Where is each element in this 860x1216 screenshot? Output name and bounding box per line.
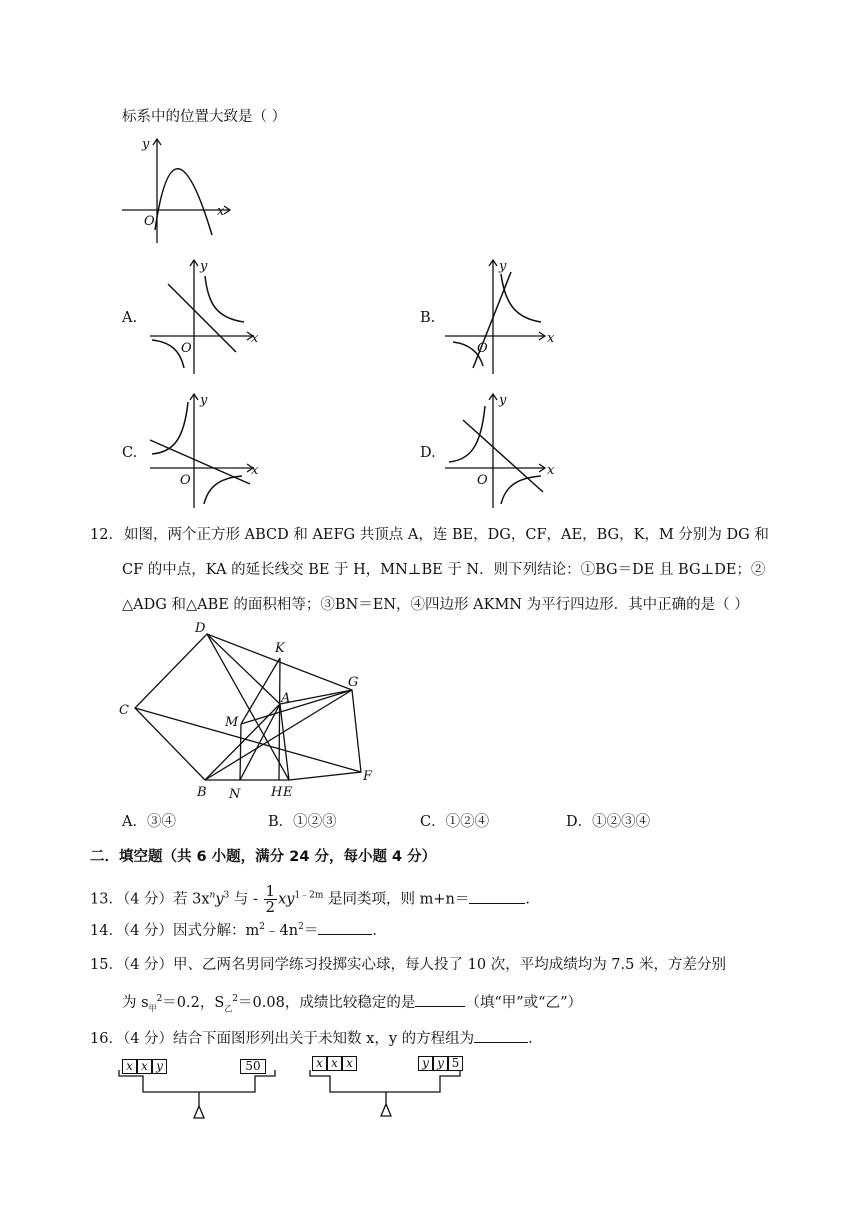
q11-option-b-graph xyxy=(443,258,561,376)
scale2-right-box: y xyxy=(433,1056,448,1071)
q13-var-xy: xy xyxy=(278,891,295,908)
q15-sub-jia: 甲 xyxy=(148,1003,157,1013)
q16-prompt: 16．（4 分）结合下面图形列出关于未知数 x，y 的方程组为 xyxy=(90,1031,475,1047)
q13-exp-n: n xyxy=(209,890,216,901)
q11-option-d-graph xyxy=(443,392,561,510)
axis-x-label: x xyxy=(217,204,225,219)
point-k-label: K xyxy=(275,641,285,656)
scale1-beam xyxy=(115,1060,285,1120)
point-n-label: N xyxy=(229,787,241,802)
point-e-label: E xyxy=(283,785,293,800)
scale2-left-box: x xyxy=(327,1056,342,1071)
axis-x-label: x xyxy=(547,331,555,346)
scale2-left-box: x xyxy=(312,1056,327,1071)
q13-var-y: y xyxy=(215,891,224,908)
point-m-label: M xyxy=(225,715,239,730)
q16-end: ． xyxy=(528,1031,543,1047)
q14-prefix: 14．（4 分）因式分解：m xyxy=(90,923,260,939)
q14-answer-blank[interactable] xyxy=(318,922,372,935)
q14-text xyxy=(90,922,387,939)
q11-option-a-graph xyxy=(148,258,263,376)
q15-sub-yi: 乙 xyxy=(224,1003,233,1013)
point-g-label: G xyxy=(348,675,359,690)
option-text: ①②④ xyxy=(445,814,490,830)
scale2-right-box: 5 xyxy=(448,1056,463,1071)
axis-y-label: y xyxy=(142,137,150,152)
fraction-denominator: 2 xyxy=(265,898,276,916)
q13-answer-blank[interactable] xyxy=(469,891,525,904)
q15-part-a: 为 s xyxy=(122,995,149,1011)
option-letter: D． xyxy=(566,814,593,830)
q15-line-1: 15．（4 分）甲、乙两名男同学练习投掷实心球，每人投了 10 次，平均成绩均为 7.5 米，方差分别 xyxy=(90,957,726,973)
q13-suffix: 是同类项，则 m+n＝ xyxy=(323,891,470,908)
q14-mid: ﹣4n xyxy=(265,923,299,939)
q12-option-b[interactable] xyxy=(268,810,337,831)
q15-answer-blank[interactable] xyxy=(415,994,465,1007)
axis-x-label: x xyxy=(547,463,555,478)
section-2-heading: 二．填空题（共 6 小题，满分 24 分，每小题 4 分） xyxy=(90,849,437,865)
option-letter: A． xyxy=(122,814,147,830)
origin-label: O xyxy=(144,214,155,229)
point-b-label: B xyxy=(197,785,207,800)
axis-y-label: y xyxy=(200,393,208,408)
q16-answer-blank[interactable] xyxy=(474,1030,528,1043)
q13-mid: 与 - xyxy=(229,891,263,908)
option-text: ①②③ xyxy=(293,814,337,830)
scale2-beam xyxy=(306,1058,476,1118)
axis-y-label: y xyxy=(499,259,507,274)
q15-sup-2: 2 xyxy=(232,994,239,1005)
q11-option-d-label[interactable]: D. xyxy=(420,445,436,461)
scale1-left-box: y xyxy=(152,1059,167,1074)
q14-exp-1: 2 xyxy=(259,922,266,933)
point-h-label: H xyxy=(271,785,283,800)
point-a-label: A xyxy=(281,691,291,706)
axis-x-label: x xyxy=(251,331,259,346)
q16-text xyxy=(90,1030,543,1047)
q15-line-2 xyxy=(122,994,582,1013)
q13-prefix: 13．（4 分）若 3x xyxy=(90,891,210,908)
point-f-label: F xyxy=(363,769,373,784)
q11-option-b-label[interactable]: B. xyxy=(420,310,436,326)
q12-option-a[interactable] xyxy=(122,810,176,831)
scale1-left-box: x xyxy=(137,1059,152,1074)
q12-geometry-figure xyxy=(115,622,385,802)
q13-exp-expr: 1﹣2m xyxy=(294,890,324,901)
origin-label: O xyxy=(477,473,488,488)
q13-fraction xyxy=(264,884,278,915)
origin-label: O xyxy=(477,341,488,356)
q14-end: ． xyxy=(372,923,387,939)
q12-line-2: CF 的中点，KA 的延长线交 BE 于 H，MN⊥BE 于 N．则下列结论：①BG＝DE 且 BG⊥DE；② xyxy=(122,562,766,578)
q13-end: ． xyxy=(525,891,540,908)
option-letter: B． xyxy=(268,814,294,830)
q11-parabola-graph xyxy=(120,135,240,245)
scale2-right-box: y xyxy=(418,1056,433,1071)
q11-option-a-label[interactable]: A. xyxy=(122,310,138,326)
q15-sup-1: 2 xyxy=(156,994,163,1005)
q14-exp-2: 2 xyxy=(298,922,304,933)
q11-tail-text: 标系中的位置大致是（ ） xyxy=(122,109,287,125)
q12-line-1: 如图，两个正方形 ABCD 和 AEFG 共顶点 A，连 BE，DG，CF，AE，BG，K，M 分别为 DG 和 xyxy=(124,527,769,543)
option-letter: C． xyxy=(420,814,446,830)
q11-option-c-graph xyxy=(148,392,263,510)
axis-y-label: y xyxy=(499,393,507,408)
scale1-right-box: 50 xyxy=(240,1059,266,1074)
point-d-label: D xyxy=(195,621,206,636)
q13-exp-3: 3 xyxy=(223,890,230,901)
option-text: ①②③④ xyxy=(592,814,651,830)
point-c-label: C xyxy=(119,703,129,718)
q12-number: 12． xyxy=(90,527,123,543)
q14-suffix: ＝ xyxy=(303,923,319,939)
scale2-left-box: x xyxy=(342,1056,357,1071)
q15-part-d: （填“甲”或“乙”） xyxy=(465,995,582,1011)
origin-label: O xyxy=(180,473,191,488)
q13-text xyxy=(90,884,540,915)
q12-option-d[interactable] xyxy=(566,810,650,831)
q12-line-3: △ADG 和△ABE 的面积相等；③BN＝EN，④四边形 AKMN 为平行四边形．其中正确的是（ ） xyxy=(122,597,749,613)
fraction-numerator: 1 xyxy=(265,882,276,900)
q11-option-c-label[interactable]: C. xyxy=(122,445,138,461)
q12-option-c[interactable] xyxy=(420,810,489,831)
option-text: ③④ xyxy=(146,814,176,830)
scale1-left-box: x xyxy=(122,1059,137,1074)
axis-x-label: x xyxy=(251,463,259,478)
origin-label: O xyxy=(181,341,192,356)
q15-part-b: ＝0.2，S xyxy=(162,995,225,1011)
axis-y-label: y xyxy=(200,259,208,274)
q15-part-c: ＝0.08，成绩比较稳定的是 xyxy=(238,995,416,1011)
